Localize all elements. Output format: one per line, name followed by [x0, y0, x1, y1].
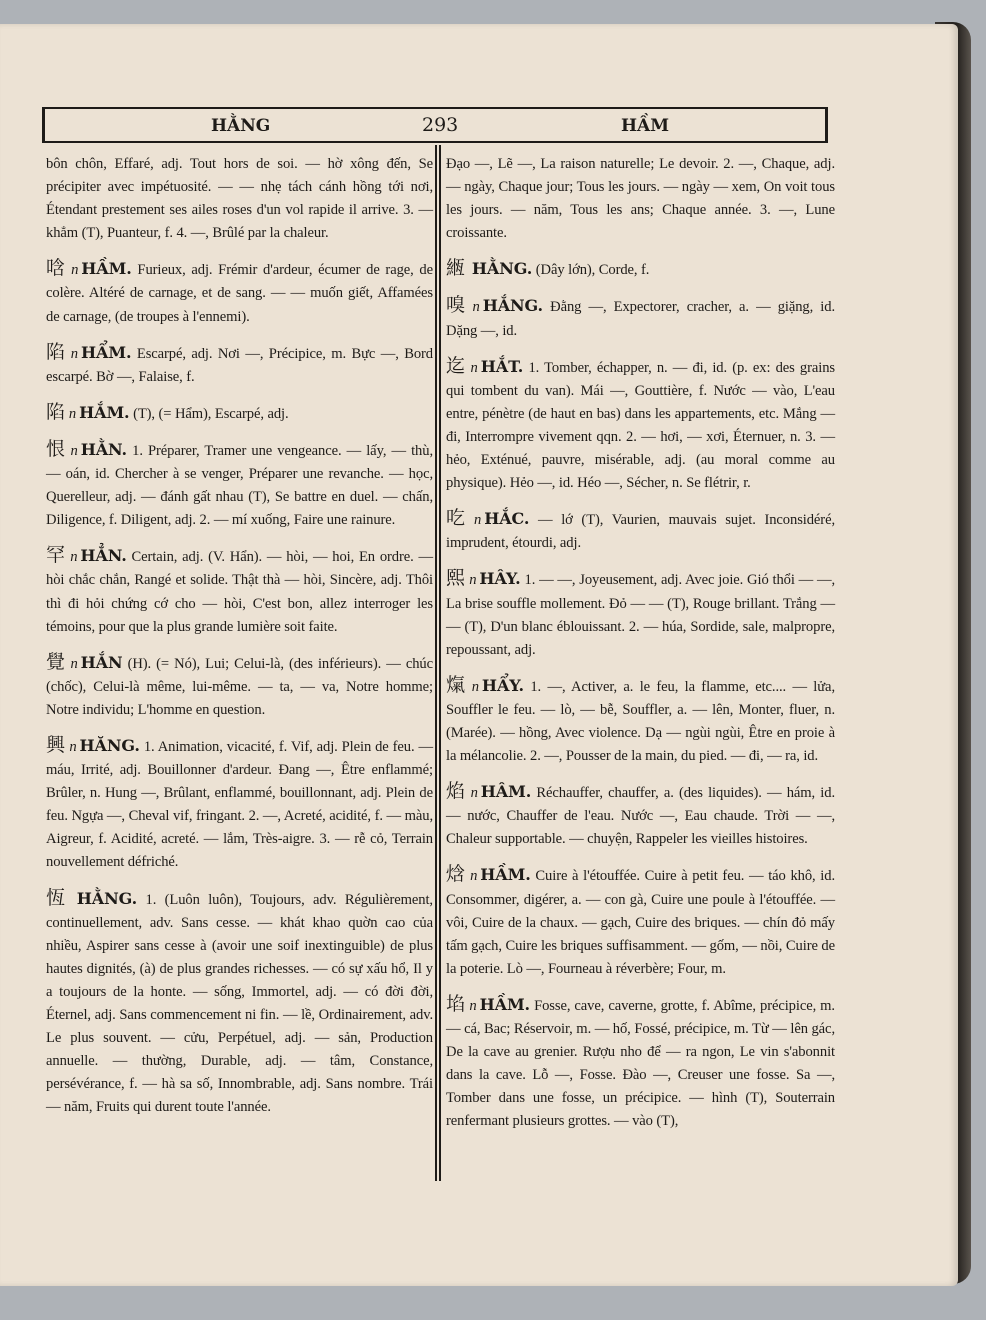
running-header	[42, 107, 828, 143]
right-column	[446, 153, 835, 1145]
entry-text: Certain, adj. (V. Hẩn). — hòi, — hoi, En ordre. — hòi chắc chắn, Rangé et solide. Thật thà — hòi, Sincère, adj. Thôi thì đi hỏi chứng cớ cho — hòi, C'est bon, allez interroger les témoins, pour que la plus grande lumière soit faite.	[46, 549, 433, 635]
part-of-speech: n	[68, 405, 77, 422]
headword: HẨY.	[481, 675, 524, 695]
headword: HĂNG.	[79, 735, 140, 755]
dictionary-entry	[446, 993, 835, 1134]
han-character: 吃	[446, 507, 471, 530]
han-character: 埳	[446, 992, 466, 1015]
part-of-speech: n	[70, 655, 78, 672]
dictionary-entry	[446, 294, 835, 342]
entry-text: 1. Tomber, échapper, n. — đi, id. (p. ex: des grains qui tombent du van). Mái —, Gouttière, f. Nước — vào, L'eau entre, pénètre (de haut en bas) dans les appartements, etc. Mắng — đi, Interrompre vivement qqn. 2. — hơi, — xơi, Éternuer, n. 3. — hẻo, Exténué, pauvre, misérable, adj. (au moral comme au physique). Hẻo —, id. Héo —, Sécher, n. Se flétrir, r.	[446, 359, 835, 492]
part-of-speech: n	[70, 549, 78, 566]
entry-text: Đằng —, Expectorer, cracher, a. — giặng, id. Dặng —, id.	[446, 299, 835, 339]
part-of-speech: n	[69, 738, 77, 755]
entry-text: 1. — —, Joyeusement, adj. Avec joie. Gió thổi — —, La brise souffle mollement. Đỏ — — (T), Rouge brillant. Trắng — — (T), D'un blanc éblouissant. 2. — húa, Sordide, sale, malpropre, repoussant, adj.	[446, 572, 835, 658]
dictionary-entry	[46, 401, 433, 426]
han-character: 緪	[446, 257, 465, 280]
entry-text: (T), (= Hẩm), Escarpé, adj.	[133, 405, 289, 422]
han-character: 興	[46, 733, 66, 756]
dictionary-entry	[446, 507, 835, 555]
part-of-speech: n	[71, 262, 79, 279]
dictionary-entry	[46, 544, 433, 638]
han-character: 恨	[46, 437, 67, 460]
dictionary-entry	[446, 863, 835, 980]
headword: HÂY.	[479, 569, 521, 589]
dictionary-entry	[446, 567, 835, 661]
han-character: 熂	[446, 673, 468, 696]
entry-text: Réchauffer, chauffer, a. (des liquides). — hám, id. — nước, Chauffer de l'eau. Nước —, Eau chaude. Trời — —, Chaleur supportable. — chuyện, Rappeler les vieilles histoires.	[446, 785, 835, 848]
dictionary-entry	[46, 341, 433, 389]
headword: HẮNG.	[482, 296, 544, 316]
headword: HẮN	[80, 652, 123, 672]
han-character: 恆	[46, 886, 70, 909]
left-column	[46, 153, 433, 1131]
han-character: 迄	[446, 354, 467, 377]
part-of-speech: n	[472, 299, 480, 316]
headword: HÂM.	[480, 782, 532, 802]
han-character: 唅	[46, 257, 68, 280]
dictionary-entry	[446, 674, 835, 768]
headword: HẮC.	[484, 509, 530, 529]
entry-text: 1. —, Activer, a. le feu, la flamme, etc.... — lửa, Souffler le feu. — lò, — bễ, Souffler, a. — lên, Monter, fluer, n. (Marée). — hồng, Avec violence. Dạ — ngùi ngùi, Être en proie à la mélancolie. 2. —, Pousser de la main, du pied. — đi, — ra, id.	[446, 678, 835, 765]
entry-text: 1. Animation, vicacité, f. Vif, adj. Plein de feu. — máu, Irrité, adj. Bouillonner d'ardeur. Đang —, Être enflammé; Brûler, n. Hung —, Brûlant, enflammé, bouillonnant, adj. Plein de feu. Ngựa —, Cheval vif, fringant. 2. —, Acreté, acidité, f. — màu, Aigreur, f. Acidité, acreté. — lắm, Très-aigre. 3. — rễ cỏ, Terrain nouvellement défriché.	[46, 738, 433, 871]
page-number: 293	[422, 114, 459, 136]
han-character: 覺	[46, 650, 67, 673]
headword: HẦM.	[480, 865, 531, 885]
entry-continuation	[46, 153, 433, 245]
entry-text: Đạo —, Lẽ —, La raison naturelle; Le devoir. 2. —, Chaque, adj. — ngày, Chaque jour; Tous les jours. — ngày — xem, On voit tous les jours. — năm, Tous les ans; Chaque année. 3. —, Lune croissante.	[446, 156, 835, 242]
han-character: 熙	[446, 567, 466, 590]
entry-text: Furieux, adj. Frémir d'ardeur, écumer de rage, de colère. Altéré de carnage, et de sang. — — muốn giết, Affamées de carnage, (de troupes à l'ennemi).	[46, 262, 433, 325]
dictionary-entry	[46, 438, 433, 532]
dictionary-entry	[46, 257, 433, 328]
entry-text: 1. Préparer, Tramer une vengeance. — lấy, — thù, — oán, id. Chercher à se venger, Préparer une revanche. — học, Querelleur, adj. — đánh gất nhau (T), Se battre en duel. — chấn, Diligence, f. Diligent, adj. 2. — mí xuống, Faire une rainure.	[46, 442, 433, 529]
entry-text: bôn chôn, Effaré, adj. Tout hors de soi. — hờ xông đến, Se précipiter avec impétuosité. — — nhẹ tách cánh hồng tới nơi, Étendant prestement ses ailes roses d'un vol rapide il arrive. 3. — khẳm (T), Puanteur, f. 4. —, Brûlé par la chaleur.	[46, 156, 433, 242]
han-character: 陷	[46, 340, 67, 363]
dictionary-entry	[46, 734, 433, 875]
han-character: 焰	[446, 780, 467, 803]
han-character: 嗅	[446, 294, 469, 317]
dictionary-entry	[446, 355, 835, 496]
han-character: 陷	[46, 400, 65, 423]
entry-text: (H). (= Nó), Lui; Celui-là, (des inférieurs). — chúc (chốc), Celui-là même, lui-même. — ta, — va, Notre homme; Notre individu; L'homme en question.	[46, 655, 433, 718]
right-guide-word: HẦM	[621, 116, 670, 136]
part-of-speech: n	[70, 442, 78, 459]
headword: HẰNG.	[471, 259, 533, 279]
entry-continuation	[446, 153, 835, 245]
left-guide-word: HẰNG	[211, 116, 271, 136]
han-character: 焓	[446, 863, 467, 886]
headword: HẦM.	[479, 994, 531, 1014]
headword: HẨM.	[81, 342, 132, 362]
column-divider	[435, 145, 441, 1181]
dictionary-entry	[46, 887, 433, 1120]
entry-text: Escarpé, adj. Nơi —, Précipice, m. Bực —, Bord escarpé. Bờ —, Falaise, f.	[46, 345, 433, 385]
part-of-speech: n	[469, 997, 477, 1014]
part-of-speech: n	[469, 572, 477, 589]
entry-text: — lớ (T), Vaurien, mauvais sujet. Inconsidéré, imprudent, étourdi, adj.	[446, 512, 835, 552]
dictionary-entry	[446, 257, 835, 282]
part-of-speech: n	[70, 345, 78, 362]
entry-text: Fosse, cave, caverne, grotte, f. Abîme, précipice, m. — cá, Bac; Réservoir, m. — hố, Fossé, précipice, m. Từ — lên gác, De la cave au grenier. Rượu nho để — ra ngon, Le vin s'abonnit dans la cave. Lỗ —, Fosse. Đào —, Creuser une fosse. Sa —, Tomber dans une fosse, un précipice. — hình (T), Souterrain renfermant plusieurs grottes. — vào (T),	[446, 997, 835, 1130]
headword: HẮM.	[79, 402, 130, 422]
headword: HẰNG.	[76, 888, 138, 908]
han-character: 罕	[46, 544, 67, 567]
dictionary-entry	[46, 651, 433, 722]
part-of-speech: n	[474, 512, 482, 529]
headword: HẰN.	[80, 439, 127, 459]
entry-text: Cuire à l'étouffée. Cuire à petit feu. — táo khô, id. Consommer, digérer, a. — con gà, Cuire une poule à l'étouffée. — vôi, Cuire de la chaux. — gạch, Cuire des briques. — chín đỏ mấy tấm gạch, Cuire les briques suffisamment. — gốm, — nồi, Cuire de la poterie. Lò —, Fourneau à réverbère; Four, m.	[446, 868, 835, 977]
part-of-speech: n	[470, 359, 478, 376]
part-of-speech: n	[470, 868, 478, 885]
entry-text: 1. (Luôn luôn), Toujours, adv. Régulièrement, continuellement, adv. Sans cesse. — khát khao quờn cao của nhiều, Aspirer sans cesse à (avoir une soif inextinguible) de plus hautes dignités, (à) de plus grandes richesses. — có sự xấu hổ, Il y a toujours de la honte. — sống, Immortel, adj. — có đời đời, Éternel, adj. Sans commencement ni fin. — lề, Ordinairement, adv. Le plus souvent. — cửu, Perpétuel, adj. — sản, Production annuelle. — thường, Durable, adj. — tâm, Constance, persévérance, f. — hà sa số, Innombrable, adj. Sans nombre. Trái — năm, Fruits qui durent toute l'année.	[46, 891, 433, 1116]
headword: HẲN.	[80, 546, 127, 566]
part-of-speech: n	[470, 785, 478, 802]
headword: HẦM.	[81, 259, 132, 279]
entry-text: (Dây lớn), Corde, f.	[535, 262, 650, 279]
headword: HẮT.	[480, 356, 524, 376]
part-of-speech: n	[471, 678, 479, 695]
dictionary-entry	[446, 780, 835, 851]
